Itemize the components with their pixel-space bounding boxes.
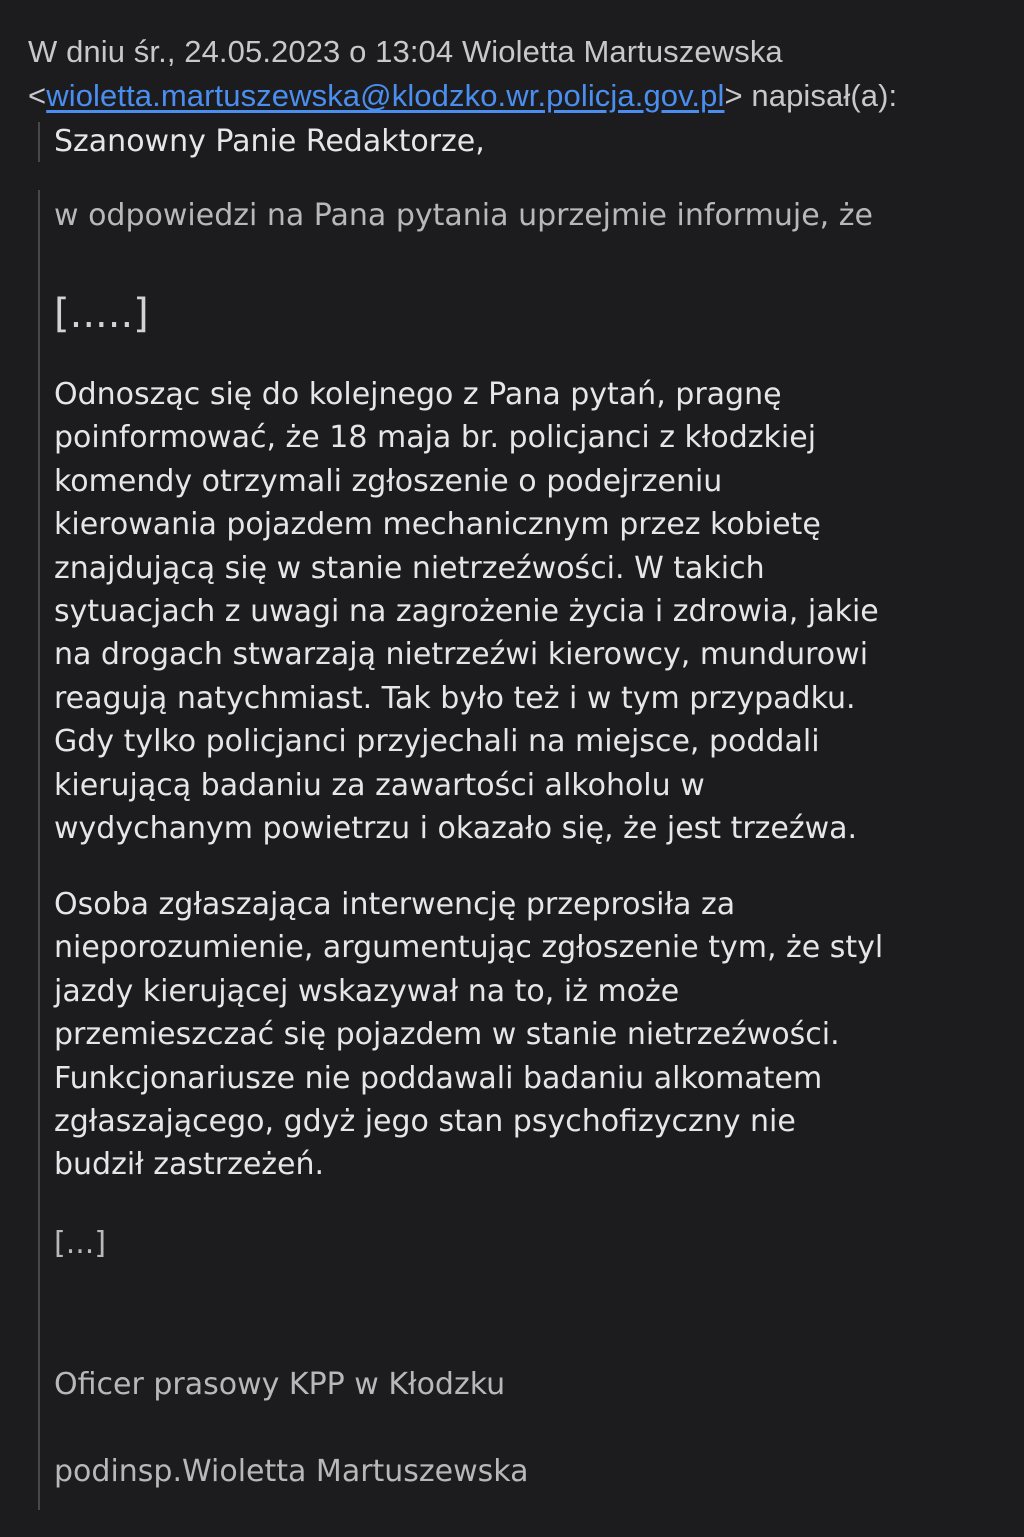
- omission-mark-1: [.....]: [54, 291, 149, 337]
- attribution-line-2: [28, 74, 998, 118]
- omission-mark-2: [...]: [54, 1226, 107, 1261]
- greeting: Szanowny Panie Redaktorze,: [54, 124, 485, 159]
- sender-email-link[interactable]: wioletta.martuszewska@klodzko.wr.policja.gov.pl: [46, 78, 725, 113]
- intro-line: w odpowiedzi na Pana pytania uprzejmie informuje, że: [54, 198, 873, 233]
- email-open-bracket: <: [28, 78, 47, 113]
- signature-name: podinsp.Wioletta Martuszewska: [54, 1454, 529, 1490]
- signature-title: Oficer prasowy KPP w Kłodzku: [54, 1367, 506, 1403]
- attribution-wrote: > napisał(a):: [724, 78, 898, 113]
- paragraph-1: Odnosząc się do kolejnego z Pana pytań, pragnę poinformować, że 18 maja br. policjanci z kłodzkiej komendy otrzymali zgłoszenie o podejrzeniu kierowania pojazdem mechanicznym przez kobietę znajdującą się w stanie nietrzeźwości. W takich sytuacjach z uwagi na zagrożenie życia i zdrowia, jakie na drogach stwarzają nietrzeźwi kierowcy, mundurowi reagują natychmiast. Tak było też i w tym przypadku. Gdy tylko policjanci przyjechali na miejsce, poddali kierującą badaniu za zawartości alkoholu w wydychanym powietrzu i okazało się, że jest trzeźwa.: [54, 377, 879, 847]
- signature: [54, 1320, 1004, 1537]
- paragraph-2: Osoba zgłaszająca interwencję przeprosiła za nieporozumienie, argumentując zgłoszenie tym, że styl jazdy kierującej wskazywał na to, iż może przemieszczać się pojazdem w stanie nietrzeźwości. Funkcjonariusze nie poddawali badaniu alkomatem zgłaszającego, gdyż jego stan psychofizyczny nie budził zastrzeżeń.: [54, 887, 884, 1183]
- attribution-line-1: W dniu śr., 24.05.2023 o 13:04 Wioletta Martuszewska: [28, 34, 783, 69]
- quote-bar-top: [38, 122, 40, 162]
- quote-attribution: [28, 30, 998, 118]
- quote-bar: [38, 190, 40, 1510]
